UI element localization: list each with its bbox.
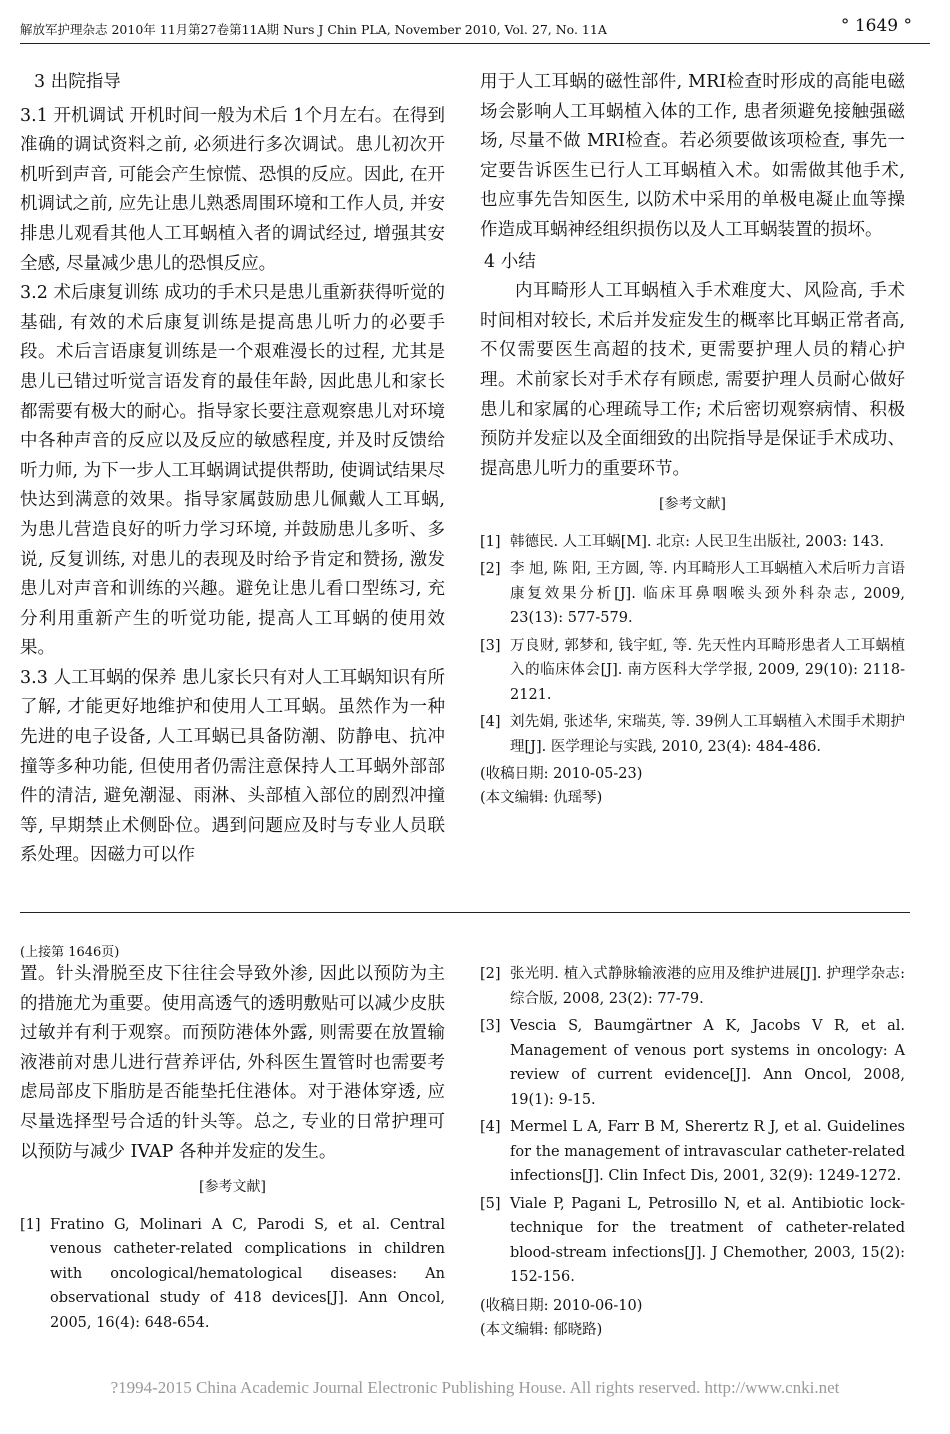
- reference-item: [1] Fratino G, Molinari A C, Parodi S, et al. Central venous catheter-related complications in children with oncological/hematological diseases: An observational study of 418 devices[J]. Ann Oncol, 2005, 16(4): 648-654.: [20, 1216, 445, 1331]
- references-list: [480, 530, 905, 760]
- reference-number: [3]: [480, 637, 501, 654]
- references-heading: [参考文献]: [659, 496, 726, 513]
- running-header: [20, 16, 930, 40]
- paragraph-3-2: 3.2 术后康复训练 成功的手术只是患儿重新获得听觉的基础, 有效的术后康复训练是提高患儿听力的必要手段。术后言语康复训练是一个艰难漫长的过程, 尤其是患儿已错过听觉言语发育的最佳年龄, 因此患儿和家长都需要有极大的耐心。指导家长要注意观察患儿对环境中各种声音的反应以及反应的敏感程度, 并及时反馈给听力师, 为下一步人工耳蜗调试提供帮助, 使调试结果尽快达到满意的效果。指导家属鼓励患儿佩戴人工耳蜗, 为患儿营造良好的听力学习环境, 并鼓励患儿多听、多说, 反复训练, 对患儿的表现及时给予肯定和赞扬, 激发患儿对声音和训练的兴趣。避免让患儿看口型练习, 充分利用重新产生的听觉功能, 提高人工耳蜗的使用效果。: [20, 283, 445, 659]
- journal-citation: 解放军护理杂志 2010年 11月第27卷第11A期 Nurs J Chin PLA, November 2010, Vol. 27, No. 11A: [20, 22, 607, 37]
- reference-number: [4]: [480, 1119, 501, 1135]
- header-rule: [20, 43, 930, 44]
- reference-item: [480, 710, 905, 759]
- reference-number: [1]: [480, 533, 501, 550]
- page-number: ° 1649 °: [840, 16, 912, 36]
- reference-item: [480, 557, 905, 631]
- paragraph-3-1: 3.1 开机调试 开机时间一般为术后 1个月左右。在得到准确的调试资料之前, 必须进行多次调试。患儿初次开机听到声音, 可能会产生惊慌、恐惧的反应。因此, 在开机调试之前, 应先让患儿熟悉周围环境和工作人员, 并安排患儿观看其他人工耳蜗植入者的调试经过, 增强其安全感, 尽量减少患儿的恐惧反应。: [20, 105, 445, 274]
- reference-number: [2]: [480, 966, 501, 982]
- continuation-paragraph: 置。针头滑脱至皮下往往会导致外渗, 因此以预防为主的措施尤为重要。使用高透气的透明敷贴可以减少皮肤过敏并有利于观察。而预防港体外露, 则需要在放置输液港前对患儿进行营养评估, 外科医生置管时也需要考虑局部皮下脂肪是否能垫托住港体。对于港体穿透, 应尽量选择型号合适的针头等。总之, 专业的日常护理可以预防与减少 IVAP 各种并发症的发生。: [20, 964, 445, 1162]
- reference-text: 李 旭, 陈 阳, 王方圆, 等. 内耳畸形人工耳蜗植入术后听力言语康复效果分析[J]. 临床耳鼻咽喉头颈外科杂志, 2009, 23(13): 577-579.: [510, 561, 905, 627]
- reference-text: Mermel L A, Farr B M, Sherertz R J, et al. Guidelines for the management of intravascular catheter-related infections[J]. Clin Infect Dis, 2001, 32(9): 1249-1272.: [510, 1119, 905, 1184]
- section-4-heading: 4 小结: [484, 251, 536, 272]
- references-heading-2: [参考文献]: [199, 1179, 266, 1196]
- reference-item: [480, 1014, 905, 1112]
- reference-item: [480, 634, 905, 708]
- paragraph-3-3-continued: 用于人工耳蜗的磁性部件, MRI检查时形成的高能电磁场会影响人工耳蜗植入体的工作, 患者须避免接触强磁场, 尽量不做 MRI检查。若必须要做该项检查, 事先一定要告诉医生已行人工耳蜗植入术。如需做其他手术, 也应事先告知医生, 以防术中采用的单极电凝止血等操作造成耳蜗神经组织损伤以及人工耳蜗装置的损坏。: [480, 72, 905, 240]
- reference-item: [480, 962, 905, 1011]
- reference-item: [480, 1115, 905, 1189]
- editor-note: (本文编辑: 仇瑶琴): [480, 790, 603, 807]
- reference-text: 万良财, 郭梦和, 钱宇虹, 等. 先天性内耳畸形患者人工耳蜗植入的临床体会[J]. 南方医科大学学报, 2009, 29(10): 2118-2121.: [510, 637, 905, 703]
- reference-text: Viale P, Pagani L, Petrosillo N, et al. Antibiotic lock-technique for the treatment of catheter-related blood-stream infections[J]. J Chemother, 2003, 15(2): 152-156.: [510, 1195, 905, 1285]
- section-divider: [20, 912, 910, 913]
- reference-number: [2]: [480, 561, 501, 578]
- received-date-2: (收稿日期: 2010-06-10): [480, 1297, 643, 1314]
- continued-from-label: (上接第 1646页): [20, 945, 120, 960]
- references-list-2a: [20, 1213, 445, 1336]
- reference-number: [3]: [480, 1018, 501, 1034]
- references-list-2b: [480, 962, 905, 1290]
- received-date: (收稿日期: 2010-05-23): [480, 766, 643, 783]
- reference-text: Vescia S, Baumgärtner A K, Jacobs V R, et al. Management of venous port systems in oncology: A review of current evidence[J]. Ann Oncol, 2008, 19(1): 9-15.: [510, 1018, 905, 1108]
- upper-right-column: [480, 68, 905, 810]
- reference-text: 张光明. 植入式静脉输液港的应用及维护进展[J]. 护理学杂志: 综合版, 2008, 23(2): 77-79.: [510, 966, 905, 1007]
- section-3-heading: 3 出院指导: [34, 72, 121, 92]
- paragraph-4: 内耳畸形人工耳蜗植入手术难度大、风险高, 手术时间相对较长, 术后并发症发生的概率比耳蜗正常者高, 不仅需要医生高超的技术, 更需要护理人员的精心护理。术前家长对手术存有顾虑, 需要护理人员耐心做好患儿和家属的心理疏导工作; 术后密切观察病情、积极预防并发症以及全面细致的出院指导是保证手术成功、提高患儿听力的重要环节。: [480, 281, 905, 479]
- reference-item: [480, 1192, 905, 1290]
- upper-left-column: [20, 68, 445, 871]
- reference-number: [4]: [480, 714, 501, 731]
- reference-number: [5]: [480, 1195, 501, 1212]
- reference-item: [480, 530, 905, 555]
- lower-right-column: [480, 962, 905, 1342]
- reference-text: 韩德民. 人工耳蜗[M]. 北京: 人民卫生出版社, 2003: 143.: [510, 533, 884, 550]
- paragraph-3-3: 3.3 人工耳蜗的保养 患儿家长只有对人工耳蜗知识有所了解, 才能更好地维护和使用人工耳蜗。虽然作为一种先进的电子设备, 人工耳蜗已具备防潮、防静电、抗冲撞等多种功能, 但使用者仍需注意保持人工耳蜗外部部件的清洁, 避免潮湿、雨淋、头部植入部位的剧烈冲撞等, 早期禁止术侧卧位。遇到问题应及时与专业人员联系处理。因磁力可以作: [20, 667, 445, 866]
- editor-note-2: (本文编辑: 郁晓路): [480, 1321, 603, 1338]
- reference-text: 刘先娟, 张述华, 宋瑞英, 等. 39例人工耳蜗植入术围手术期护理[J]. 医学理论与实践, 2010, 23(4): 484-486.: [510, 714, 905, 755]
- lower-left-column: [20, 960, 445, 1338]
- copyright-footer: ?1994-2015 China Academic Journal Electronic Publishing House. All rights reserved. http://www.cnki.net: [110, 1378, 840, 1397]
